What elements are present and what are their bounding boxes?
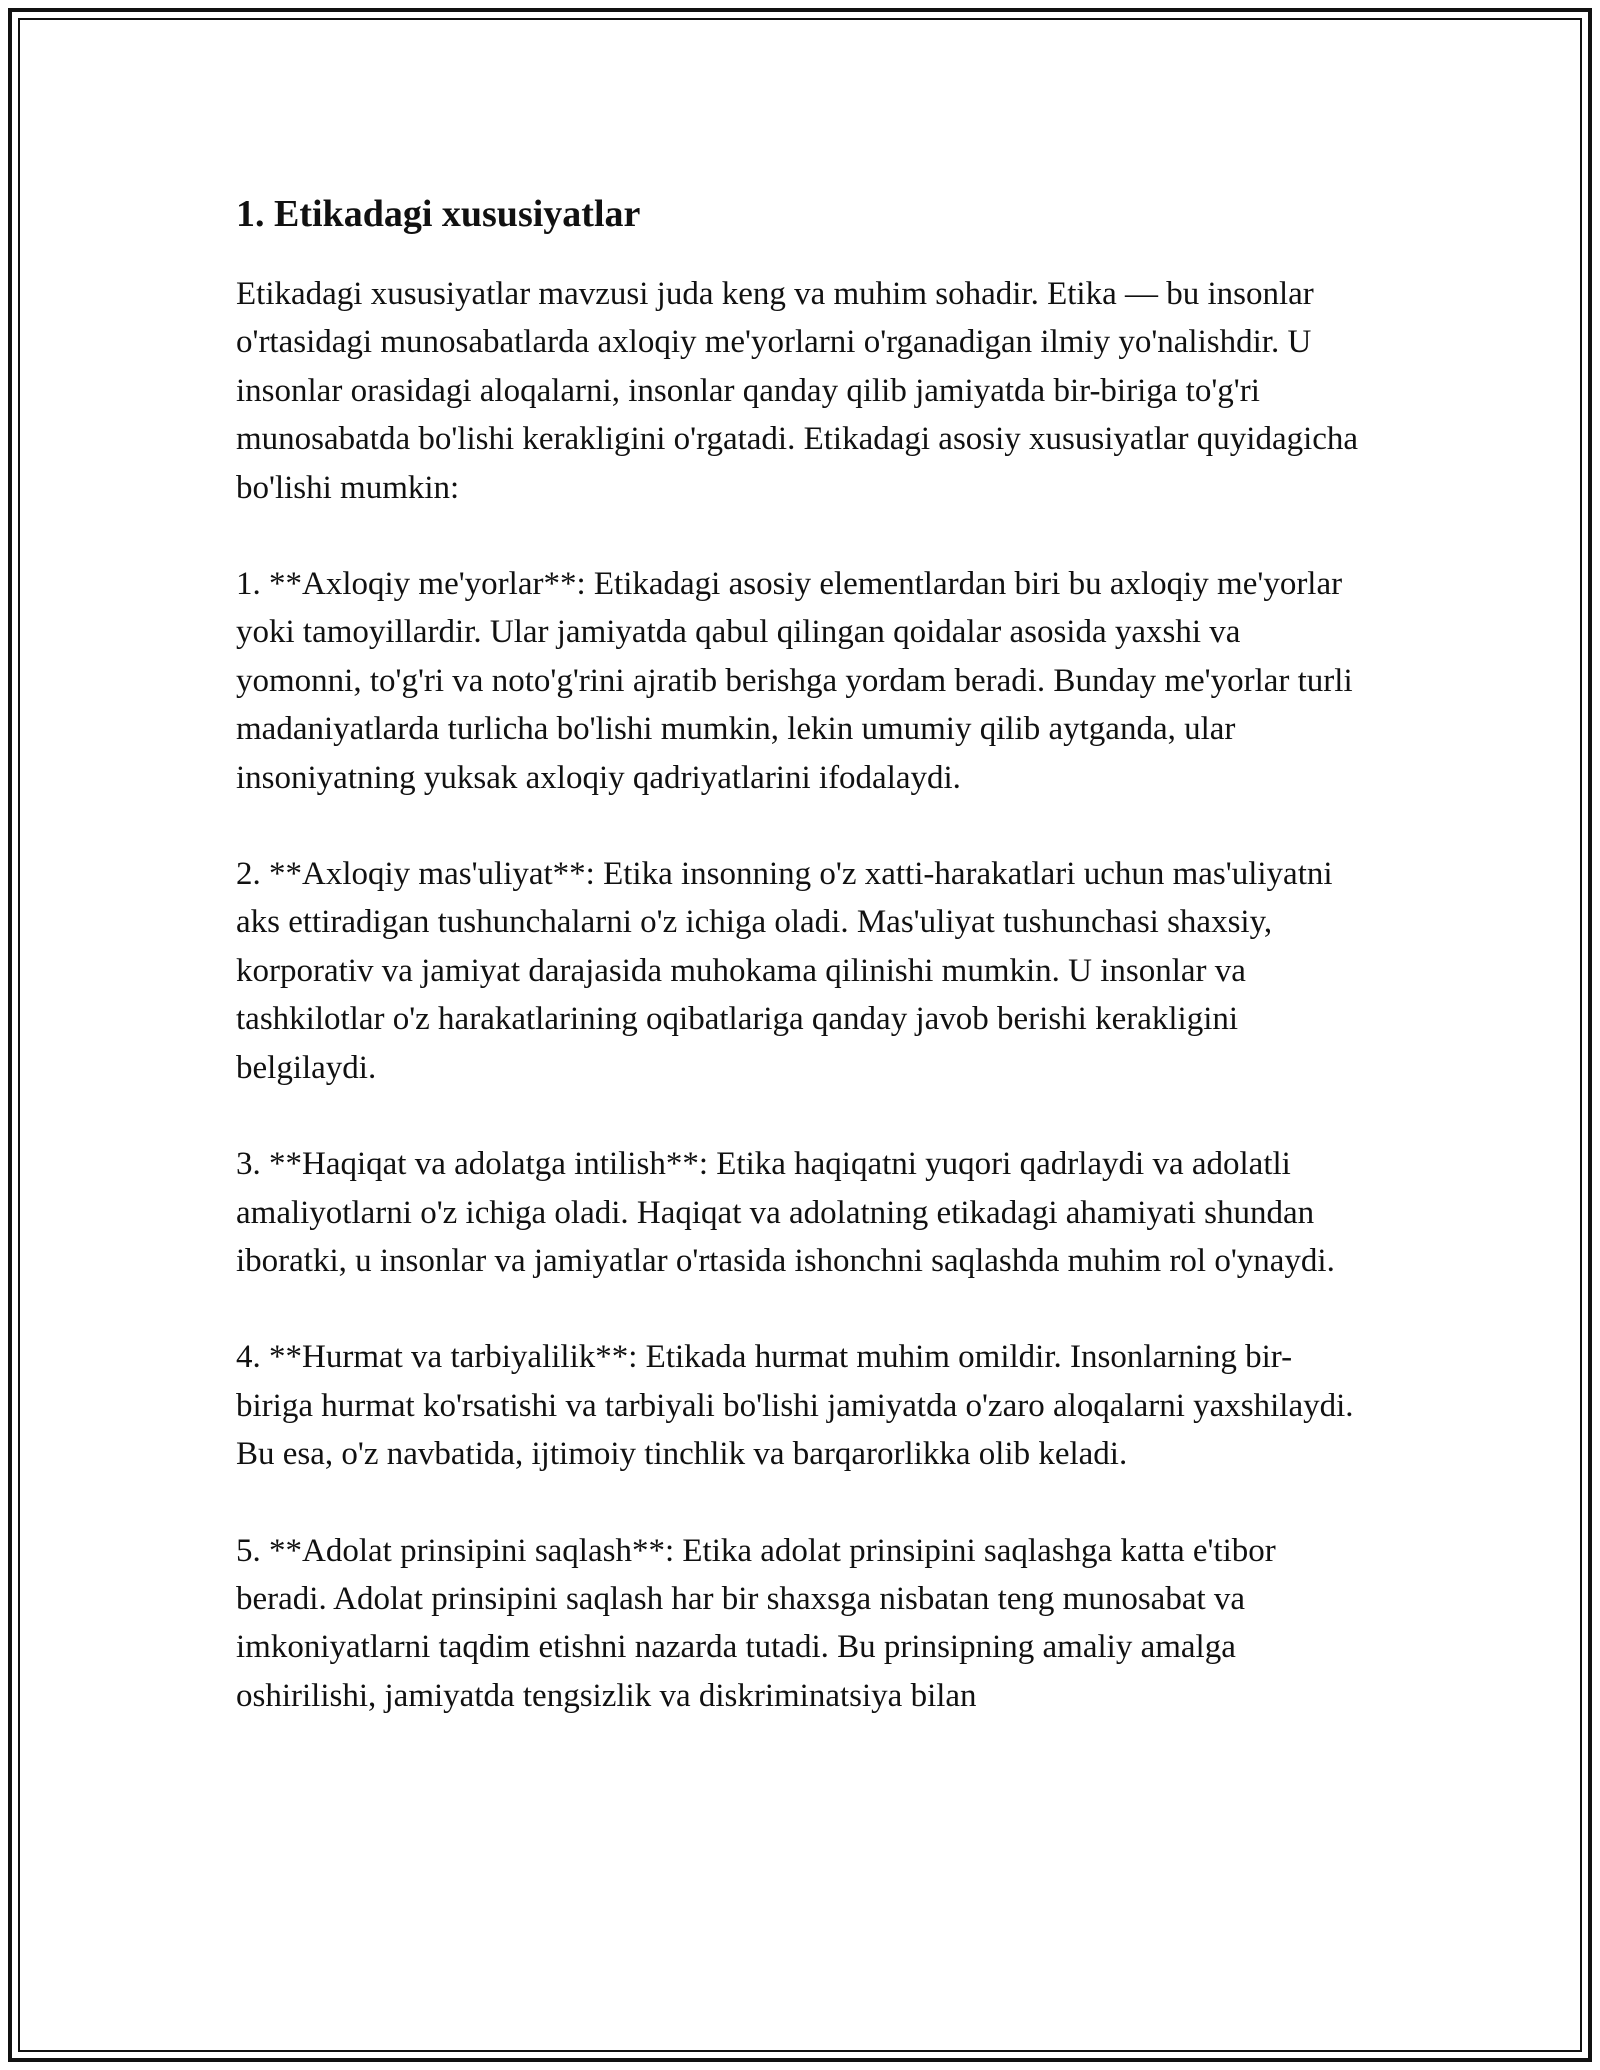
list-item-haqiqat-va-adolat: 3. **Haqiqat va adolatga intilish**: Etika haqiqatni yuqori qadrlaydi va adolatli amaliyotlarni o'z ichiga oladi. Haqiqat va adolatning etikadagi ahamiyati shundan iboratki, u insonlar va jamiyatlar o'rtasida ishonchni saqlashda muhim rol o'ynaydi. — [236, 1146, 1335, 1279]
list-item-adolat-prinsipi: 5. **Adolat prinsipini saqlash**: Etika adolat prinsipini saqlashga katta e'tibor beradi. Adolat prinsipini saqlash har bir shaxsga nisbatan teng munosabat va imkoniyatlarni taqdim etishni nazarda tutadi. Bu prinsipning amaliy amalga oshirilishi, jamiyatda tengsizlik va diskriminatsiya bilan — [236, 1532, 1276, 1714]
intro-paragraph: Etikadagi xususiyatlar mavzusi juda keng va muhim sohadir. Etika — bu insonlar o'rtasidagi munosabatlarda axloqiy me'yorlarni o'rganadigan ilmiy yo'nalishdir. U insonlar orasidagi aloqalarni, insonlar qanday qilib jamiyatda bir-biriga to'g'ri munosabatda bo'lishi kerakligini o'rgatadi. Etikadagi asosiy xususiyatlar quyidagicha bo'lishi mumkin: — [236, 276, 1359, 506]
document-body — [236, 188, 1366, 1768]
list-item-axloqiy-meyorlar: 1. **Axloqiy me'yorlar**: Etikadagi asosiy elementlardan biri bu axloqiy me'yorlar yoki tamoyillardir. Ular jamiyatda qabul qilingan qoidalar asosida yaxshi va yomonni, to'g'ri va noto'g'rini ajratib berishga yordam beradi. Bunday me'yorlar turli madaniyatlarda turlicha bo'lishi mumkin, lekin umumiy qilib aytganda, ular insoniyatning yuksak axloqiy qadriyatlarini ifodalaydi. — [236, 566, 1353, 796]
list-item-axloqiy-masuliyat: 2. **Axloqiy mas'uliyat**: Etika insonning o'z xatti-harakatlari uchun mas'uliyatni aks ettiradigan tushunchalarni o'z ichiga oladi. Mas'uliyat tushunchasi shaxsiy, korporativ va jamiyat darajasida muhokama qilinishi mumkin. U insonlar va tashkilotlar o'z harakatlarining oqibatlariga qanday javob berishi kerakligini belgilaydi. — [236, 856, 1333, 1086]
section-heading: 1. Etikadagi xususiyatlar — [236, 193, 641, 235]
list-item-hurmat-va-tarbiyalilik: 4. **Hurmat va tarbiyalilik**: Etikada hurmat muhim omildir. Insonlarning bir-biriga hurmat ko'rsatishi va tarbiyali bo'lishi jamiyatda o'zaro aloqalarni yaxshilaydi. Bu esa, o'z navbatida, ijtimoiy tinchlik va barqarorlikka olib keladi. — [236, 1339, 1354, 1473]
